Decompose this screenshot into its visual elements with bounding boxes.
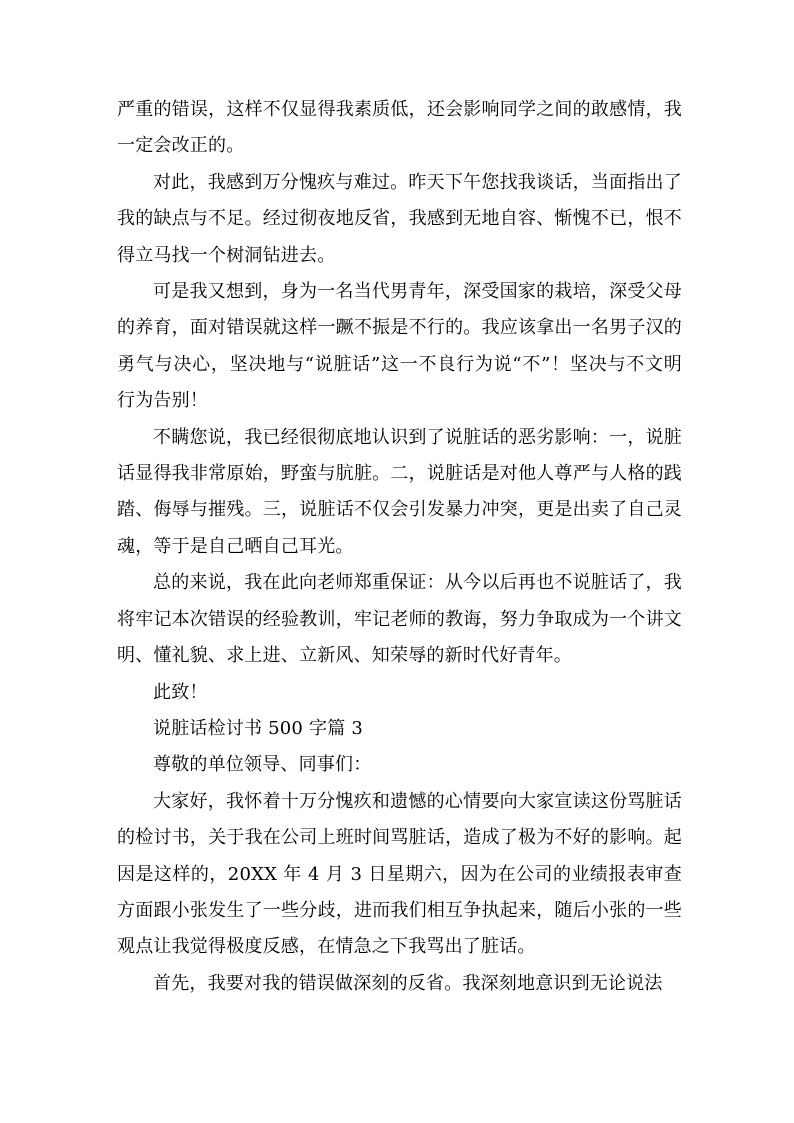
document-page xyxy=(117,92,682,1002)
paragraph-body-1: 大家好，我怀着十万分愧疚和遗憾的心情要向大家宣读这份骂脏话的检讨书，关于我在公司上班时间骂脏话，造成了极为不好的影响。起因是这样的，20XX 年 4 月 3 日星期六，因为在公司的业绩报表审查方面跟小张发生了一些分歧，进而我们相互争执起来，随后小张的一些观点让我觉得极度反感，在情急之下我骂出了脏话。 xyxy=(117,790,682,958)
paragraph-2: 对此，我感到万分愧疚与难过。昨天下午您找我谈话，当面指出了我的缺点与不足。经过彻夜地反省，我感到无地自容、惭愧不已，恨不得立马找一个树洞钻进去。 xyxy=(117,171,682,266)
section-heading: 说脏话检讨书 500 字篇 3 xyxy=(153,717,363,739)
paragraph-body-2: 首先，我要对我的错误做深刻的反省。我深刻地意识到无论说法 xyxy=(153,972,663,994)
closing-salutation: 此致！ xyxy=(153,681,208,703)
paragraph-5: 总的来说，我在此向老师郑重保证：从今以后再也不说脏话了，我将牢记本次错误的经验教训，牢记老师的教诲，努力争取成为一个讲文明、懂礼貌、求上进、立新风、知荣辱的新时代好青年。 xyxy=(117,572,682,667)
greeting: 尊敬的单位领导、同事们： xyxy=(153,754,372,776)
paragraph-3: 可是我又想到，身为一名当代男青年，深受国家的栽培，深受父母的养育，面对错误就这样一蹶不振是不行的。我应该拿出一名男子汉的勇气与决心，坚决地与“说脏话”这一不良行为说“不”！坚决与不文明行为告别！ xyxy=(117,281,682,412)
paragraph-1: 严重的错误，这样不仅显得我素质低，还会影响同学之间的敢感情，我一定会改正的。 xyxy=(117,99,682,157)
paragraph-4: 不瞒您说，我已经很彻底地认识到了说脏话的恶劣影响：一，说脏话显得我非常原始，野蛮与肮脏。二，说脏话是对他人尊严与人格的践踏、侮辱与摧残。三，说脏话不仅会引发暴力冲突，更是出卖了自己灵魂，等于是自己晒自己耳光。 xyxy=(117,426,682,557)
